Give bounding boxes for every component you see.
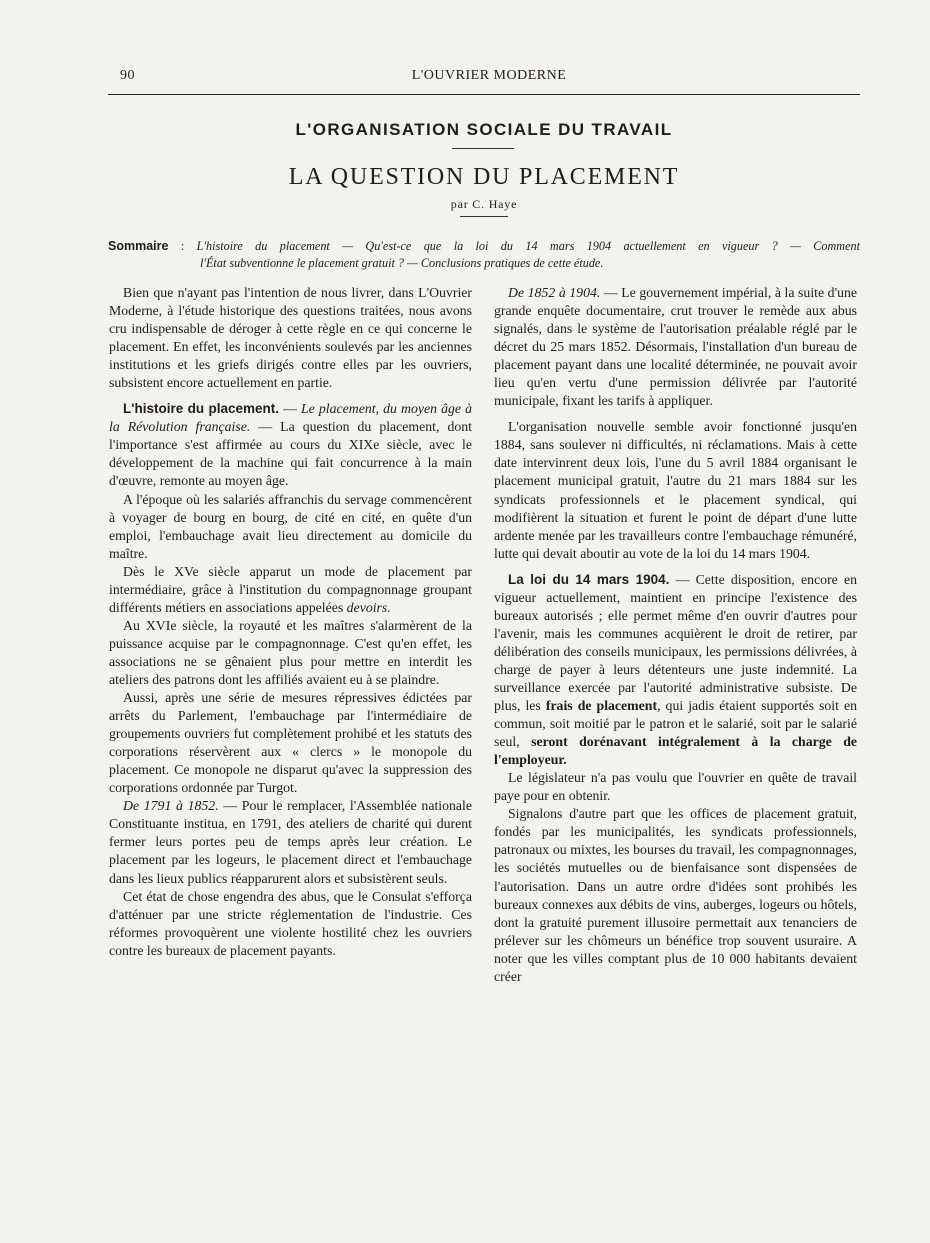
paragraph-1852 (494, 284, 857, 410)
header-rule (108, 94, 860, 95)
paragraph: A l'époque où les salariés affranchis du servage commencèrent à voyager de bourg en bourg, de cité en cité, en quête d'un emploi, l'embauchage avait lieu directement au domicile du maître. (109, 491, 472, 561)
paragraph-text: — La question du placement, dont l'importance s'est affirmée au cours du XIXe siècle, avec le développement de la machine qui fait concurrence à la main d'œuvre, remonte au moyen âge. (109, 419, 473, 489)
summary-text-1: L'histoire du placement — Qu'est-ce que la loi du 14 mars 1904 actuellement en vigueur ? — Comment (196, 239, 860, 253)
title-divider-top (452, 148, 514, 149)
paragraph: Signalons d'autre part que les offices de placement gratuit, fondés par les municipalités, les syndicats professionnels, patronaux ou mixtes, les bourses du travail, les compagnonnages, les sociétés mutuelles ou de bienfaisance sont dispensées de l'autorisation. Dans un autre ordre d'idées sont prohibés les bureaux connexes aux débits de vins, auberges, logeurs ou hôtels, dont la gratuité purement illusoire permettait aux tenanciers de prélever sur les chômeurs un bénéfice trop souvent usuraire. A noter que les villes comptant plus de 10 000 habitants devaient créer (494, 806, 857, 984)
summary-colon: : (168, 239, 197, 253)
byline: par C. Haye (450, 197, 518, 211)
article-title: LA QUESTION DU PLACEMENT (288, 164, 680, 190)
paragraph: Au XVIe siècle, la royauté et les maîtres s'alarmèrent de la puissance acquise par le compagnonnage. C'est qu'en effet, les associations ne se gênaient plus pour mettre en interdit les ateliers des patrons dont les affiliés avaient eu à se plaindre. (109, 617, 472, 687)
paragraph (109, 563, 472, 617)
paragraph: L'organisation nouvelle semble avoir fonctionné jusqu'en 1884, sans soulever ni difficultés, ni réclamations. Mais à cette date intervinrent deux lois, l'une du 5 avril 1884 organisant le placement municipal gratuit, l'autre du 21 mars 1884 sur les syndicats professionnels et le placement syndical, qui modifièrent la situation et furent le point de départ d'une lutte ardente menée par les travailleurs contre l'embauchage rémunéré, lutte qui devait aboutir au vote de la loi du 14 mars 1904. (494, 419, 857, 561)
paragraph: Le législateur n'a pas voulu que l'ouvrier en quête de travail paye pour en obtenir. (494, 770, 857, 804)
paragraph-text: Dès le XVe siècle apparut un mode de placement par intermédiaire, grâce à l'institution du compagnonnage groupant différents métiers en associations appelées (109, 563, 472, 615)
paragraph: Aussi, après une série de mesures répressives édictées par arrêts du Parlement, l'embauchage par l'intermédiaire de groupements ouvriers fut complètement prohibé et les statuts des corporations réservèrent aux « clercs » le monopole du placement. Ce monopole ne disparut qu'avec la suppression des corporations ordonnée par Turgot. (109, 690, 472, 796)
bold-term: frais de placement (545, 698, 658, 714)
paragraph: Bien que n'ayant pas l'intention de nous livrer, dans L'Ouvrier Moderne, à l'étude historique des questions traitées, nous avons cru indispensable de déroger à cette règle en ce qui concerne le placement. En effet, les inconvénients soulevés par les anciennes institutions et les griefs dirigés contre elles par les ouvriers, subsistent encore actuellement en partie. (109, 285, 472, 391)
journal-title: L'OUVRIER MODERNE (411, 68, 567, 83)
paragraph-history-heading (109, 400, 472, 490)
right-column (494, 284, 857, 986)
paragraph-text: — Pour le remplacer, l'Assemblée nationale Constituante institua, en 1791, des ateliers de charité qui durent fermer leurs portes peu de temps après leur création. Le placement par les logeurs, le placement direct et l'embauchage dans les lieux publics réapparurent alors et subsistèrent seuls. (109, 798, 472, 886)
title-divider-bottom (460, 216, 508, 217)
paragraph-loi-1904 (494, 571, 857, 770)
italic-term: devoirs. (346, 599, 391, 615)
paragraph-text: — Cette disposition, encore en vigueur actuellement, maintient en principe l'existence des bureaux autorisés ; elle permet même d'en ouvrir d'autres pour l'avenir, mais les communes acquièrent le droit de retirer, par délibération des conseils municipaux, les permissions délivrées, à charge de payer à leurs détenteurs une juste indemnité. La surveillance exercée par l'autorité administrative subsiste. De plus, les (494, 571, 857, 714)
italic-subheading: De 1791 à 1852. (123, 798, 219, 814)
summary-text-2: l'État subventionne le placement gratuit ? — Conclusions pratiques de cette étude. (200, 256, 604, 270)
italic-subheading: Le placement, du moyen âge à la Révolution française. (109, 401, 472, 435)
paragraph: Cet état de chose engendra des abus, que le Consulat s'efforça d'atténuer par une stricte réglementation de l'industrie. Ces réformes provoquèrent une violente hostilité chez les ouvriers contre les bureaux de placement payants. (109, 888, 472, 958)
bold-term: seront dorénavant intégralement à la charge de l'employeur. (494, 734, 857, 768)
italic-subheading: De 1852 à 1904. (508, 285, 601, 300)
summary-label: Sommaire (108, 239, 169, 253)
paragraph-1791 (109, 797, 472, 887)
paragraph-text: , qui jadis étaient supportés soit en commun, soit moitié par le patron et le salarié, soit par le salarié seul, (494, 698, 857, 750)
summary (108, 238, 860, 272)
subheading: La loi du 14 mars 1904. (508, 571, 670, 587)
subheading: L'histoire du placement. (123, 401, 280, 417)
summary-line-2 (108, 255, 860, 272)
section-title: L'ORGANISATION SOCIALE DU TRAVAIL (295, 120, 673, 139)
summary-line-1 (108, 238, 860, 255)
dash: — (279, 401, 301, 417)
left-column (109, 284, 472, 960)
paragraph-text: — Le gouvernement impérial, à la suite d'une grande enquête documentaire, crut trouver le remède aux abus signalés, dans le système de l'autorisation préalable réglé par le décret du 25 mars 1852. Désormais, l'installation d'un bureau de placement payant dans une localité déterminée, ne pouvait avoir lieu qu'en vertu d'une permission délivrée par l'autorité municipale, fixant les tarifs à appliquer. (494, 285, 857, 409)
running-header (120, 66, 858, 88)
page-number: 90 (120, 68, 135, 83)
